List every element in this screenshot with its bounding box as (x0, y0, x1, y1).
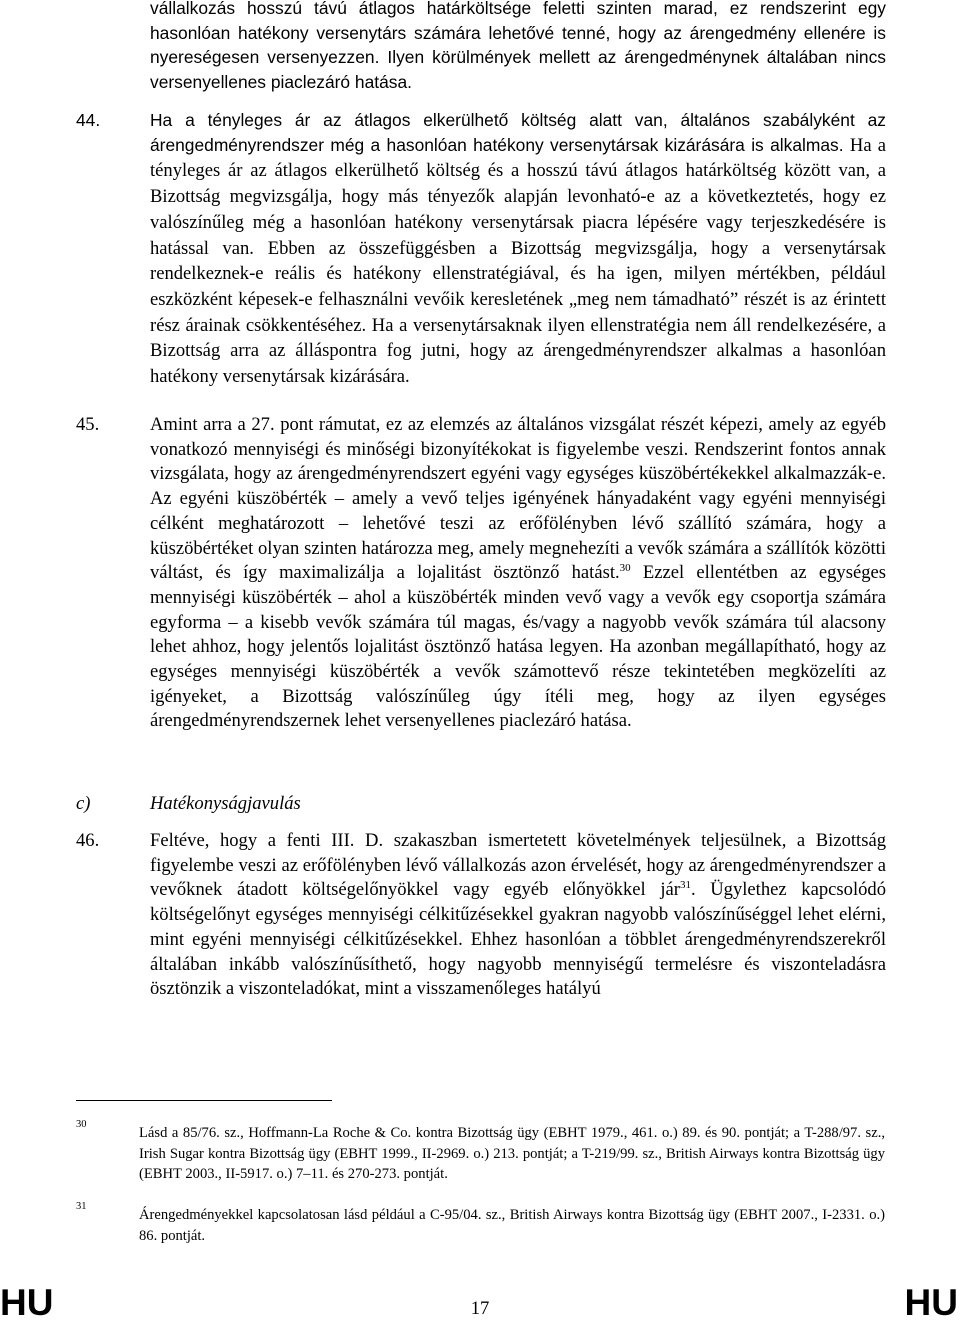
paragraph-number-45: 45. (76, 414, 100, 435)
page-number: 17 (470, 1298, 490, 1319)
paragraph-45-text-b: Ezzel ellentétben az egységes mennyiségi küszöbérték – ahol a küszöbérték minden vevő vagy a vevők egy csoportja számára egyforma – a kisebb vevők számára túl magas, és/vagy a nagyobb vevők számára túl alacsony lehet ahhoz, hogy jelentős lojalitást ösztönző hatása legyen. Ha azonban megállapítható, hogy az egységes mennyiségi küszöbérték a vevők számottevő része tekintetében megközelíti az igényeket, a Bizottság valószínűleg úgy ítéli meg, hogy az ilyen egységes árengedményrendszernek lehet versenyellenes piaclezáró hatása. (150, 562, 886, 732)
continuation-text: vállalkozás hosszú távú átlagos határköltsége feletti szinten marad, ez rendszerint egy hasonlóan hatékony versenytárs számára lehetővé tenné, hogy az árengedmény ellenére is nyereségesen versenyezzen. Ilyen körülmények mellett az árengedménynek általában nincs versenyellenes piaclezáró hatása. (150, 0, 886, 93)
section-letter: c) (76, 793, 91, 814)
paragraph-44-text-c: Ebben az összefüggésben a Bizottság megvizsgálja, hogy a versenytársak rendelkeznek-e reális és hatékony ellenstratégiával, és ha igen, milyen mértékben, például eszközként képesek-e felhasználni vevőik keresletének „meg nem támadható” részét is az érintett rész árainak csökkentéséhez. Ha a versenytársaknak ilyen ellenstratégia nem áll rendelkezésére, a Bizottság arra az álláspontra fog jutni, hogy az árengedményrendszer alkalmas a hasonlóan hatékony versenytársak kizárására. (150, 237, 886, 388)
footnote-ref-31[interactable]: 31 (679, 879, 691, 892)
paragraph-46-text-b: . Ügylethez kapcsolódó költségelőnyt egységes mennyiségi célkitűzésekkel gyakran nagyobb valószínűséggel lehet elérni, mint egyéni mennyiségi célkitűzésekkel. Ehhez hasonlóan a többlet árengedményrendszerekről általában inkább valószínűsíthető, hogy nagyobb mennyiségű termelésre és viszonteladásra ösztönzik a viszonteladókat, mint a visszamenőleges hatályú (150, 879, 886, 1000)
language-code-left: HU (0, 1282, 54, 1323)
language-code-right: HU (904, 1282, 958, 1323)
paragraph-44 (150, 108, 886, 390)
paragraph-44-text-a: Ha a tényleges ár az átlagos elkerülhető költség alatt van, általános szabályként az árengedményrendszer még a hasonlóan hatékony versenytársak kizárására is alkalmas. (150, 110, 886, 155)
footnote-30: Lásd a 85/76. sz., Hoffmann-La Roche & Co. kontra Bizottság ügy (EBHT 1979., 461. o.) 89. és 90. pontját; a T-288/97. sz., Irish Sugar kontra Bizottság ügy (EBHT 1999., II-2969. o.) 213. pontját; a T-219/99. sz., British Airways kontra Bizottság ügy (EBHT 2003., II-5917. o.) 7–11. és 270-273. pontját. (139, 1125, 885, 1182)
footnote-ref-30[interactable]: 30 (619, 562, 631, 575)
footnote-31: Árengedményekkel kapcsolatosan lásd például a C-95/04. sz., British Airways kontra Bizottság ügy (EBHT 2007., I-2331. o.) 86. pontját. (139, 1207, 885, 1244)
footnote-separator (76, 1100, 332, 1101)
paragraph-number-44: 44. (76, 110, 101, 130)
paragraph-45 (150, 413, 886, 734)
footnote-number-31: 31 (76, 1201, 87, 1212)
paragraph-number-46: 46. (76, 830, 100, 851)
paragraph-46 (150, 829, 886, 1002)
paragraph-46-text-a: Feltéve, hogy a fenti III. D. szakaszban ismertetett követelmények teljesülnek, a Bizottság figyelembe veszi az erőfölényben lévő vállalkozás azon érvelését, hogy az árengedményrendszer a vevőknek átadott költségelőnyökkel vagy egyéb előnyökkel jár (150, 830, 886, 901)
paragraph-45-text-a: Amint arra a 27. pont rámutat, ez az elemzés az általános vizsgálat részét képezi, amely az egyéb vonatkozó mennyiségi és minőségi bizonyítékokat is figyelembe veszi. Rendszerint fontos annak vizsgálata, hogy az árengedményrendszert egyéni vagy egységes küszöbértékekkel alkalmazzák-e. Az egyéni küszöbérték – amely a vevő teljes igényének hányadaként vagy egyéni mennyiségi célként meghatározott – lehetővé teszi az erőfölényben lévő szállító számára, hogy a küszöbértéket olyan szinten határozza meg, amely megnehezíti a vevők számára a szállítók közötti váltást, és így maximalizálja a lojalitást ösztönző hatást. (150, 414, 886, 584)
paragraph-44-text-b: Ha a tényleges ár az átlagos elkerülhető költség és a hosszú távú átlagos határköltség között van, a Bizottság megvizsgálja, hogy más tényezők alapján levonható-e az a következtetés, hogy ez valószínűleg még a hasonlóan hatékony versenytársak piacra lépésére vagy terjeszkedésére is hatással van. (150, 134, 886, 259)
section-title: Hatékonyságjavulás (150, 793, 301, 814)
footnote-number-30: 30 (76, 1119, 87, 1130)
continuation-paragraph (150, 0, 886, 95)
